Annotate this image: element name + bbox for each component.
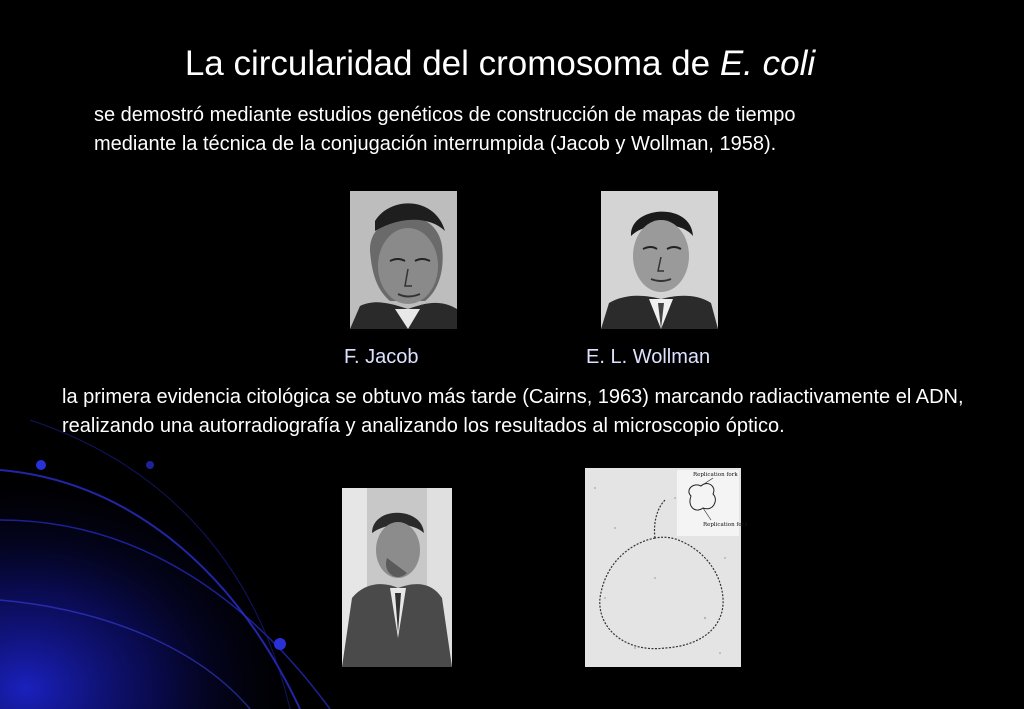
slide-title xyxy=(0,44,1000,84)
autoradiograph-image xyxy=(585,468,748,667)
jacob-photo xyxy=(350,191,457,329)
caption-wollman: E. L. Wollman xyxy=(586,346,711,368)
title-main: La circularidad del cromosoma de xyxy=(184,44,720,83)
cairns-photo xyxy=(342,488,452,667)
paragraph-cytological-evidence: la primera evidencia citológica se obtuvo más tarde (Cairns, 1963) marcando radiactivamente el ADN, realizando una autorradiografía y analizando los resultados al microscopio óptico. xyxy=(62,386,964,437)
fork-label-top: Replication fork xyxy=(693,472,738,478)
fork-label-bottom: Replication fork xyxy=(703,522,748,528)
paragraph-genetic-studies: se demostró mediante estudios genéticos de construcción de mapas de tiempo mediante la técnica de la conjugación interrumpida (Jacob y Wollman, 1958). xyxy=(94,104,796,155)
title-italic: E. coli xyxy=(719,44,816,83)
caption-jacob: F. Jacob xyxy=(344,346,419,368)
wollman-photo xyxy=(601,191,718,329)
